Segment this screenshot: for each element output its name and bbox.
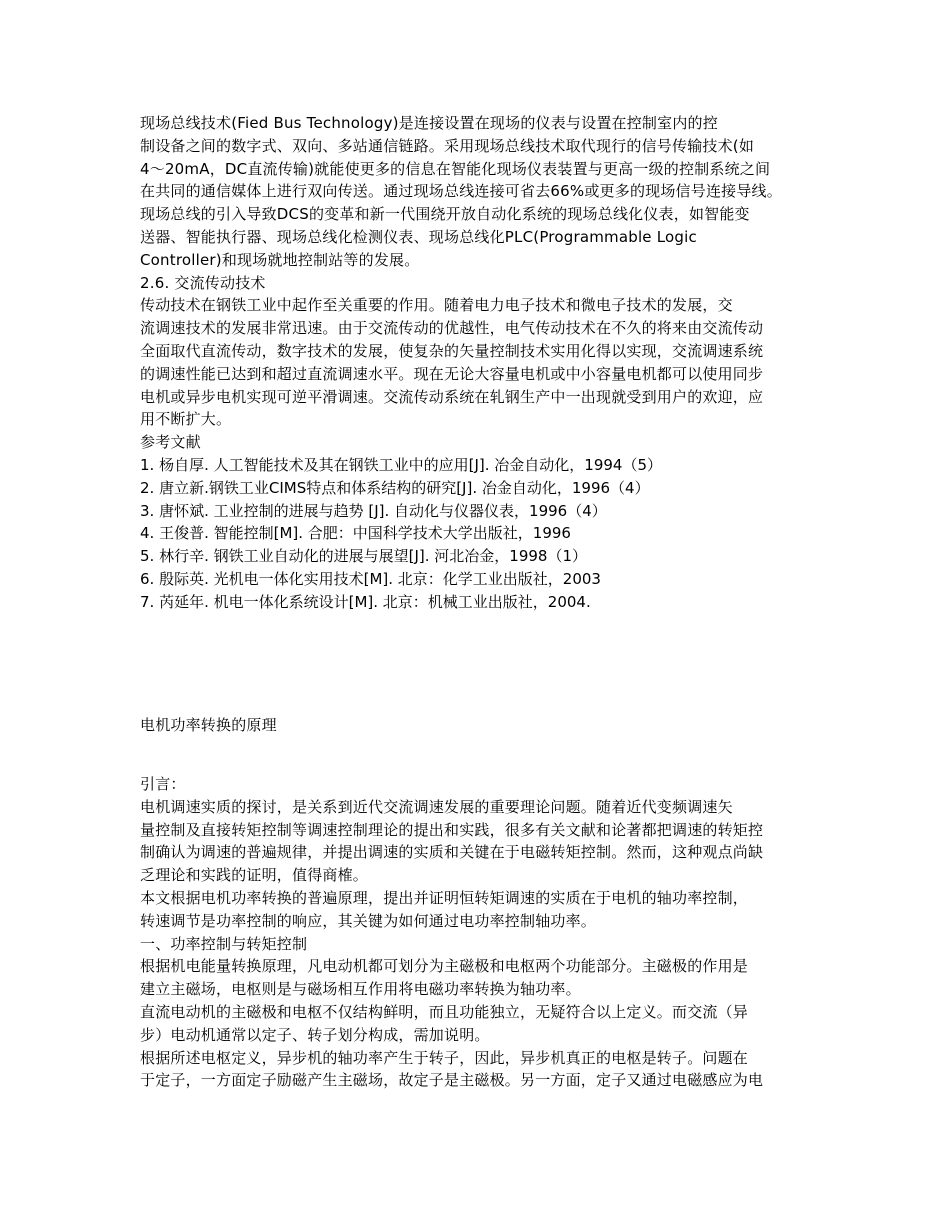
- article-title-block: [140, 714, 277, 737]
- paragraph-line: 现场总线技术(Fied Bus Technology)是连接设置在现场的仪表与设置在控制室内的控: [140, 114, 718, 132]
- paragraph-line: 制确认为调速的普遍规律，并提出调速的实质和关键在于电磁转矩控制。然而，这种观点尚缺: [140, 843, 764, 862]
- paragraph-line: 转速调节是功率控制的响应，其关键为如何通过电功率控制轴功率。: [140, 911, 597, 930]
- lower-text-block: [140, 773, 763, 1092]
- reference-item: 1. 杨自厚. 人工智能技术及其在钢铁工业中的应用[J]. 冶金自动化，1994（5）: [140, 455, 663, 474]
- section-heading: 一、功率控制与转矩控制: [140, 934, 308, 953]
- reference-item: 5. 林行辛. 钢铁工业自动化的进展与展望[J]. 河北冶金，1998（1）: [140, 547, 587, 566]
- paragraph-line: 现场总线的引入导致DCS的变革和新一代围绕开放自动化系统的现场总线化仪表，如智能变: [140, 205, 750, 224]
- paragraph-line: 用不断扩大。: [140, 410, 232, 429]
- paragraph-line: 乏理论和实践的证明，值得商榷。: [140, 866, 369, 885]
- paragraph-line: 制设备之间的数字式、双向、多站通信链路。采用现场总线技术取代现行的信号传输技术(如: [140, 136, 755, 155]
- section-heading: 2.6. 交流传动技术: [140, 273, 266, 292]
- reference-item: 7. 芮延年. 机电一体化系统设计[M]. 北京：机械工业出版社，2004.: [140, 592, 591, 611]
- paragraph-line: 根据机电能量转换原理，凡电动机都可划分为主磁极和电枢两个功能部分。主磁极的作用是: [140, 957, 749, 976]
- paragraph-line: 本文根据电机功率转换的普遍原理，提出并证明恒转矩调速的实质在于电机的轴功率控制，: [140, 888, 749, 907]
- reference-item: 2. 唐立新.钢铁工业CIMS特点和体系结构的研究[J]. 冶金自动化，1996（4）: [140, 478, 650, 497]
- paragraph-line: 4～20mA，DC直流传输)就能使更多的信息在智能化现场仪表装置与更高一级的控制系统之间: [140, 159, 771, 178]
- paragraph-line: 建立主磁场，电枢则是与磁场相互作用将电磁功率转换为轴功率。: [140, 980, 581, 999]
- paragraph-line: 传动技术在钢铁工业中起作至关重要的作用。随着电力电子技术和微电子技术的发展，交: [140, 296, 733, 315]
- paragraph-line: 送器、智能执行器、现场总线化检测仪表、现场总线化PLC(Programmable Logic: [140, 227, 697, 246]
- paragraph-line: 的调速性能已达到和超过直流调速水平。现在无论大容量电机或中小容量电机都可以使用同步: [140, 364, 764, 383]
- references-heading: 参考文献: [140, 433, 201, 452]
- reference-item: 4. 王俊普. 智能控制[M]. 合肥：中国科学技术大学出版社，1996: [140, 524, 571, 543]
- paragraph-line: 于定子，一方面定子励磁产生主磁场，故定子是主磁极。另一方面，定子又通过电磁感应为电: [140, 1071, 764, 1090]
- article-title: 电机功率转换的原理: [140, 716, 277, 734]
- paragraph-line: 直流电动机的主磁极和电枢不仅结构鲜明，而且功能独立，无疑符合以上定义。而交流（异: [140, 1002, 749, 1021]
- upper-text-block: [140, 112, 782, 614]
- reference-item: 3. 唐怀斌. 工业控制的进展与趋势 [J]. 自动化与仪器仪表，1996（4）: [140, 501, 607, 520]
- paragraph-line: 步）电动机通常以定子、转子划分构成，需加说明。: [140, 1025, 490, 1044]
- paragraph-line: 电机调速实质的探讨，是关系到近代交流调速发展的重要理论问题。随着近代变频调速矢: [140, 797, 733, 816]
- paragraph-line: 量控制及直接转矩控制等调速控制理论的提出和实践，很多有关文献和论著都把调速的转矩控: [140, 820, 764, 839]
- paragraph-line: 电机或异步电机实现可逆平滑调速。交流传动系统在轧钢生产中一出现就受到用户的欢迎，应: [140, 387, 764, 406]
- paragraph-line: 引言：: [140, 775, 186, 793]
- paragraph-line: Controller)和现场就地控制站等的发展。: [140, 250, 420, 269]
- paragraph-line: 全面取代直流传动，数字技术的发展，使复杂的矢量控制技术实用化得以实现，交流调速系统: [140, 341, 764, 360]
- paragraph-line: 在共同的通信媒体上进行双向传送。通过现场总线连接可省去66%或更多的现场信号连接导线。: [140, 182, 782, 201]
- paragraph-line: 流调速技术的发展非常迅速。由于交流传动的优越性，电气传动技术在不久的将来由交流传动: [140, 319, 764, 338]
- reference-item: 6. 殷际英. 光机电一体化实用技术[M]. 北京：化学工业出版社，2003: [140, 569, 601, 588]
- paragraph-line: 根据所述电枢定义，异步机的轴功率产生于转子，因此，异步机真正的电枢是转子。问题在: [140, 1048, 749, 1067]
